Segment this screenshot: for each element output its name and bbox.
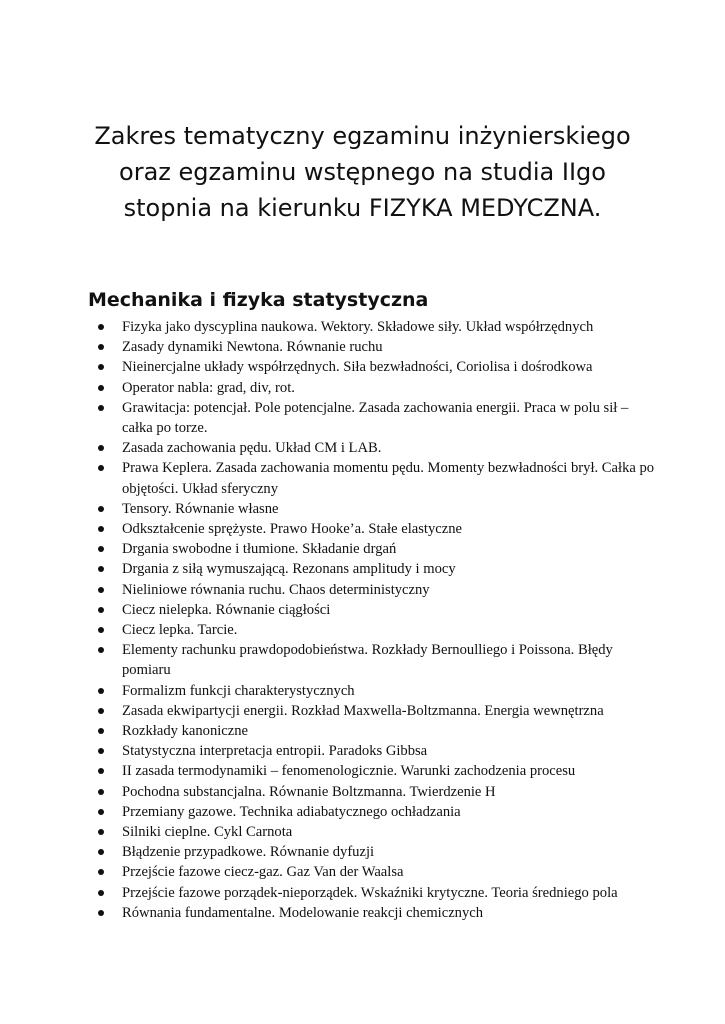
list-item-text: Pochodna substancjalna. Równanie Boltzmanna. Twierdzenie H xyxy=(122,783,496,800)
list-item xyxy=(95,741,655,761)
bullet-icon xyxy=(98,829,104,835)
list-item-text: Elementy rachunku prawdopodobieństwa. Rozkłady Bernoulliego i Poissona. Błędy pomiaru xyxy=(122,642,613,679)
list-item xyxy=(95,681,655,701)
list-item-text: Formalizm funkcji charakterystycznych xyxy=(122,682,355,699)
document-title-line: stopnia na kierunku FIZYKA MEDYCZNA. xyxy=(123,194,602,222)
bullet-icon xyxy=(98,445,104,451)
list-item xyxy=(95,357,655,377)
list-item xyxy=(95,317,655,337)
list-item-text: Nieinercjalne układy współrzędnych. Siła bezwładności, Coriolisa i dośrodkowa xyxy=(122,359,593,376)
bullet-icon xyxy=(98,647,104,653)
bullet-icon xyxy=(98,748,104,754)
list-item-text: Przejście fazowe porządek-nieporządek. Wskaźniki krytyczne. Teoria średniego pola xyxy=(122,884,618,901)
bullet-icon xyxy=(98,385,104,391)
list-item xyxy=(95,782,655,802)
document-title xyxy=(60,118,665,226)
list-item xyxy=(95,862,655,882)
bullet-icon xyxy=(98,405,104,411)
list-item xyxy=(95,600,655,620)
list-item-text: Nieliniowe równania ruchu. Chaos deterministyczny xyxy=(122,581,430,598)
list-item xyxy=(95,559,655,579)
list-item-text: Równania fundamentalne. Modelowanie reakcji chemicznych xyxy=(122,904,484,921)
bullet-icon xyxy=(98,910,104,916)
bullet-icon xyxy=(98,869,104,875)
list-item-text: Ciecz lepka. Tarcie. xyxy=(122,622,238,639)
document-title-line: oraz egzaminu wstępnego na studia IIgo xyxy=(119,158,606,186)
list-item xyxy=(95,519,655,539)
bullet-icon xyxy=(98,789,104,795)
section-heading: Mechanika i fizyka statystyczna xyxy=(88,289,429,311)
list-item-text: Błądzenie przypadkowe. Równanie dyfuzji xyxy=(122,844,375,861)
bullet-icon xyxy=(98,708,104,714)
bullet-icon xyxy=(98,849,104,855)
list-item xyxy=(95,802,655,822)
list-item xyxy=(95,761,655,781)
list-item xyxy=(95,620,655,640)
list-item xyxy=(95,438,655,458)
list-item-text: Zasada ekwipartycji energii. Rozkład Maxwella-Boltzmanna. Energia wewnętrzna xyxy=(122,702,604,719)
bullet-icon xyxy=(98,526,104,532)
bullet-icon xyxy=(98,546,104,552)
list-item-text: Fizyka jako dyscyplina naukowa. Wektory. Składowe siły. Układ współrzędnych xyxy=(122,319,594,335)
bullet-icon xyxy=(98,465,104,471)
list-item xyxy=(95,883,655,903)
bullet-icon xyxy=(98,627,104,633)
list-item-text: Operator nabla: grad, div, rot. xyxy=(122,379,295,396)
list-item xyxy=(95,458,655,498)
list-item-text: Silniki cieplne. Cykl Carnota xyxy=(122,824,293,841)
list-item xyxy=(95,842,655,862)
bullet-icon xyxy=(98,364,104,370)
list-item-text: Drgania swobodne i tłumione. Składanie drgań xyxy=(122,541,397,558)
list-item xyxy=(95,337,655,357)
list-item xyxy=(95,378,655,398)
bullet-icon xyxy=(98,344,104,350)
bullet-icon xyxy=(98,607,104,613)
bullet-icon xyxy=(98,809,104,815)
bullet-icon xyxy=(98,566,104,572)
list-item-text: Prawa Keplera. Zasada zachowania momentu pędu. Momenty bezwładności brył. Całka po objętości. Układ sferyczny xyxy=(122,460,655,497)
list-item xyxy=(95,701,655,721)
list-item-text: Przejście fazowe ciecz-gaz. Gaz Van der Waalsa xyxy=(122,864,404,881)
list-item xyxy=(95,499,655,519)
list-item xyxy=(95,822,655,842)
list-item xyxy=(95,580,655,600)
list-item-text: Rozkłady kanoniczne xyxy=(122,723,249,740)
bullet-icon xyxy=(98,688,104,694)
bullet-icon xyxy=(98,728,104,734)
bullet-icon xyxy=(98,324,104,330)
bullet-icon xyxy=(98,768,104,774)
list-item-text: Przemiany gazowe. Technika adiabatycznego ochładzania xyxy=(122,803,461,820)
list-item xyxy=(95,539,655,559)
list-item xyxy=(95,398,655,438)
list-item-text: Grawitacja: potencjał. Pole potencjalne. Zasada zachowania energii. Praca w polu sił – całka po torze. xyxy=(122,399,629,437)
document-title-line: Zakres tematyczny egzaminu inżynierskiego xyxy=(94,122,631,150)
bullet-icon xyxy=(98,506,104,512)
list-item xyxy=(95,640,655,680)
list-item-text: Ciecz nielepka. Równanie ciągłości xyxy=(122,601,331,618)
topic-list xyxy=(95,317,655,923)
list-item-text: Zasada zachowania pędu. Układ CM i LAB. xyxy=(122,440,382,457)
list-item-text: Tensory. Równanie własne xyxy=(122,500,279,517)
list-item xyxy=(95,721,655,741)
list-item-text: Statystyczna interpretacja entropii. Paradoks Gibbsa xyxy=(122,743,428,760)
bullet-icon xyxy=(98,890,104,896)
list-item-text: Drgania z siłą wymuszającą. Rezonans amplitudy i mocy xyxy=(122,561,456,578)
bullet-icon xyxy=(98,587,104,593)
list-item xyxy=(95,903,655,923)
list-item-text: II zasada termodynamiki – fenomenologicznie. Warunki zachodzenia procesu xyxy=(122,763,576,780)
list-item-text: Zasady dynamiki Newtona. Równanie ruchu xyxy=(122,339,383,356)
list-item-text: Odkształcenie sprężyste. Prawo Hooke’a. Stałe elastyczne xyxy=(122,521,462,538)
